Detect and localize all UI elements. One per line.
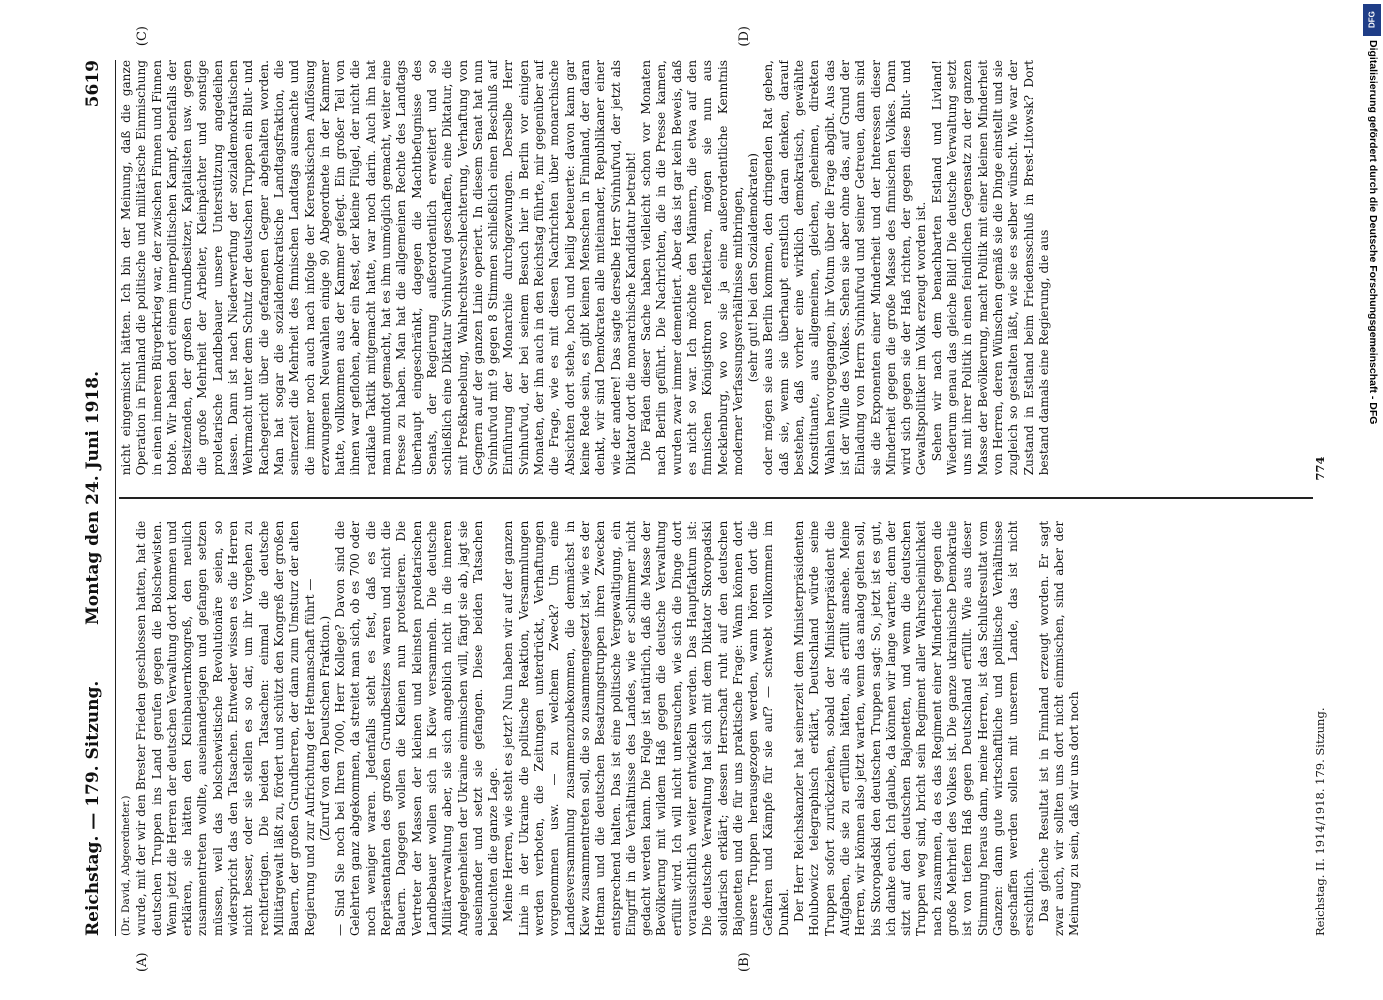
paragraph: Sehen wir nach dem benachbarten Estland und Livland! Wiederum genau das gleiche Bild! Die deutsche Verwaltung setzt uns mit ihrer Politik in einen feindlichen Gegensatz zu der ganzen Masse der Bevölkerung, macht Politik mit einer kleinen Minderheit von Herren, deren Wünschen gemäß sie die Dinge einstellt und sie zugleich so gestalten läßt, wie sie es selber wünscht. Wie war der Zustand in Estland beim Friedensschluß in Brest-Litowsk? Dort bestand damals eine Regierung, die aus xyxy=(929,60,1051,476)
margin-marker-a: (A) xyxy=(135,952,150,972)
header-date: Montag den 24. Juni 1918. xyxy=(83,370,103,626)
margin-marker-b: (B) xyxy=(737,952,752,972)
paragraph: — Sind Sie noch bei Ihren 7000, Herr Kollege? Davon sind die Gelehrten ganz abgekommen, da streitet man sich, ob es 700 oder noch weniger waren. Jedenfalls steht es fest, daß es die Repräsentanten des großen Grundbesitzes waren und nicht die Bauern. Dagegen wollen die Kleinen nun protestieren. Die Vertreter der Massen der kleinen und kleinsten proletarischen Landbebauer wollen sich in Kiew versammeln. Die deutsche Militärverwaltung aber, sie sich angeblich nicht in die inneren Angelegenheiten der Ukraine einmischen will, fängt sie ab, jagt sie auseinander und setzt sie gefangen. Diese beiden Tatsachen beleuchten die ganze Lage. xyxy=(333,520,501,936)
margin-marker-c: (C) xyxy=(135,26,150,47)
margin-marker-d: (D) xyxy=(737,26,752,47)
page-footer xyxy=(1313,60,1329,936)
page-number: 5619 xyxy=(83,60,103,108)
footer-reference: Reichstag. II. 1914/1918. 179. Sitzung. xyxy=(1313,707,1327,936)
digitization-attribution: Digitalisierung gefördert durch die Deutsche Forschungsgemeinschaft - DFG xyxy=(1367,40,1379,425)
column-right xyxy=(119,60,1313,475)
sheet-number: 774 xyxy=(1313,456,1327,481)
dfg-logo: DFG xyxy=(1363,4,1381,36)
paragraph: Der Herr Reichskanzler hat seinerzeit dem Ministerpräsidenten Holubowicz telegraphisch erklärt, Deutschland würde seine Truppen sofort zurückziehen, sobald der Ministerpräsident die Aufgaben, die sie zu erfüllen hätten, als erfüllt ansehe. Meine Herren, wir können also jetzt warten, wenn das analog gelten soll, bis Skoropadski den deutschen Truppen sagt: So, jetzt ist es gut, ich danke euch. Ich glaube, da können wir lange warten; denn der sitzt auf den deutschen Bajonetten, und wenn die deutschen Truppen weg sind, bricht sein Regiment aller Wahrscheinlichkeit nach zusammen, da es das Regiment einer Minderheit gegen die große Mehrheit des Volkes ist. Die ganze ukrainische Demokratie ist von tiefem Haß gegen Deutschland erfüllt. Wie aus dieser Stimmung heraus dann, meine Herren, ist das Schlußresultat vom Ganzen: dann gute wirtschaftliche und politische Verhältnisse geschaffen werden sollen mit unserem Lande, das ist nicht ersichtlich. xyxy=(792,520,1036,936)
interjection: (Zuruf von den Deutschen Fraktion.) xyxy=(317,615,332,841)
speaker-tag: (Dr. David, Abgeordneter.) xyxy=(120,795,132,936)
paragraph: Die Fäden dieser Sache haben vielleicht schon vor Monaten nach Berlin geführt. Die Nachrichten, die in die Presse kamen, wurden zwar immer dementiert. Aber das ist gar kein Beweis, daß es nicht so war. Ich möchte den Männern, die etwa auf den finnischen Königsthron reflektieren, mögen sie nun aus Mecklenburg, wo wo sie ja eine außerordentliche Kenntnis moderner Verfassungsverhältnisse mitbringen, xyxy=(639,60,745,476)
paragraph: oder mögen sie aus Berlin kommen, den dringenden Rat geben, daß sie, wenn sie überhaupt ernstlich daran denken, darauf bestehen, daß vorher eine wirklich demokratisch, gewählte Konstituante, aus allgemeinen, gleichen, geheimen, direkten Wahlen hervorgegangen, ihr Votum über die Frage abgibt. Aus das ist der Wille des Volkes. Sehen sie aber ohne das, auf Grund der Einladung von Herrn Svinhufvud und seiner Getreuen, dann sind sie die Exponenten einer Minderheit und der Interessen dieser Minderheit gegen die große Masse des finnischen Volkes. Dann wird sich gegen sie der Haß richten, der gegen diese Blut- und Gewaltspolitiker im Volk erzeugt worden ist. xyxy=(761,60,929,476)
page-header xyxy=(77,60,116,936)
paragraph: Das gleiche Resultat ist in Finnland erzeugt worden. Er sagt zwar auch, wir sollten uns dort nicht einmischen, sind aber der Meinung zu sein, daß wir uns dort noch xyxy=(1036,520,1082,936)
paragraph: wurde, mit der wir den Brester Frieden geschlossen hatten, hat die deutschen Truppen ins Land gerufen gegen die Bolschewisten. Wenn jetzt die Herren der deutschen Verwaltung dort kommen und erklären, sie hätten den Kleinbauernkongreß, den neulich zusammentreten wollte, auseinanderjagen und gefangen setzen müssen, weil das bolschewistische Revolutionäre seien, so widerspricht das den Tatsachen. Entweder wissen es die Herren nicht besser, oder sie stellen es so dar, um ihr Vorgehen zu rechtfertigen. Die beiden Tatsachen: einmal die deutsche Militärgewalt läßt zu, fördert und schützt den Kongreß der großen Bauern, der großen Grundherren, der dann zum Umsturz der alten Regierung und zur Aufrichtung der Hetmanschaft führt — xyxy=(134,520,317,936)
paragraph: Meine Herren, wie steht es jetzt? Nun haben wir auf der ganzen Linie in der Ukraine die politische Reaktion, Versammlungen werden verboten, die Zeitungen unterdrückt, Verhaftungen vorgenommen usw. — zu welchem Zweck? Um eine Landesversammlung zusammenzubekommen, die demnächst in Kiew zusammentreten soll, die so zusammengesetzt ist, wie es der Hetman und die deutschen Besatzungstruppen ihren Zwecken entsprechend halten. Das ist eine politische Vergewaltigung, ein Eingriff in die Verhältnisse des Landes, wie er schlimmer nicht gedacht werden kann. Die Folge ist natürlich, daß die Masse der Bevölkerung mit wildem Haß gegen die deutsche Verwaltung erfüllt wird. Ich will nicht untersuchen, wie sich die Dinge dort voraussichtlich weiter entwickeln werden. Das Hauptfaktum ist: Die deutsche Verwaltung hat sich mit dem Diktator Skoropadski solidarisch erklärt; dessen Herrschaft ruht auf den deutschen Bajonetten und die für uns praktische Frage: Wann können dort unsere Truppen herausgezogen werden, wann hören dort die Gefahren und Kämpfe für sie auf? — schwebt vollkommen im Dunkel. xyxy=(501,520,791,936)
text-columns xyxy=(119,60,1313,936)
interjection: (sehr gut! bei den Sozialdemokraten) xyxy=(746,153,761,383)
paragraph: nicht eingemischt hätten. Ich bin der Meinung, daß die ganze Operation in Finnland die politische und militärische Einmischung in einen inneren Bürgerkrieg war, der zwischen Finnen und Finnen tobte. Wir haben dort einem innerpolitischen Kampf, ebenfalls der Besitzenden, der großen Grundbesitzer, Kapitalisten usw. gegen die große Mehrheit der Arbeiter, Kleinpächter und sonstige proletarische Landbebauer unsere Unterstützung angedeihen lassen. Dann ist nach Niederwerfung der sozialdemokratischen Wehrmacht unter dem Schutz der deutschen Truppen ein Blut- und Rachegericht über die gefangenen Gegner abgehalten worden. Man hat sogar die sozialdemokratische Landtagsfraktion, die seinerzeit die Mehrheit des finnischen Landtags ausmachte und die immer noch auch nach infolge der Kerenskischen Auflösung erzwungenen Neuwahlen einige 90 Abgeordnete in der Kammer hatte, vollkommen aus der Kammer gefegt. Ein großer Teil von ihnen war geflohen, aber ein Rest, der kleine Flügel, der nicht die radikale Taktik mitgemacht hatte, war noch darin. Auch ihn hat man mundtot gemacht, hat es ihm unmöglich gemacht, weiter eine Presse zu haben. Man hat die allgemeinen Rechte des Landtags überhaupt eingeschränkt, dagegen die Machtbefugnisse des Senats, der Regierung außerordentlich erweitert und so schließlich eine Diktatur Svinhufvud geschaffen, eine Diktatur, die mit Preßknebelung, Wahlrechtsverschlechterung, Verhaftung von Gegnern auf der ganzen Linie operiert. In diesem Senat hat nun Svinhufvud mit 9 gegen 8 Stimmen schließlich einen Beschluß auf Einführung der Monarchie durchgezwungen. Derselbe Herr Svinhufvud, der bei seinem Besuch hier in Berlin vor einigen Monaten, der ihn auch in den Reichstag führte, mir gegenüber auf die Frage, wie es mit diesen Nachrichten über monarchische Absichten dort stehe, hoch und heilig beteuerte: davon kann gar keine Rede sein, es gibt keinen Menschen in Finnland, der daran denkt, wir sind Demokraten alle miteinander, Republikaner einer wie der andere! Das sagte derselbe Herr Svinhufvud, der jetzt als Diktator dort die monarchische Kandidatur betreibt! xyxy=(119,60,638,476)
header-session: Reichstag. — 179. Sitzung. xyxy=(83,680,103,936)
column-divider xyxy=(119,497,1313,499)
column-left xyxy=(119,521,1313,936)
document-page xyxy=(47,20,1337,980)
